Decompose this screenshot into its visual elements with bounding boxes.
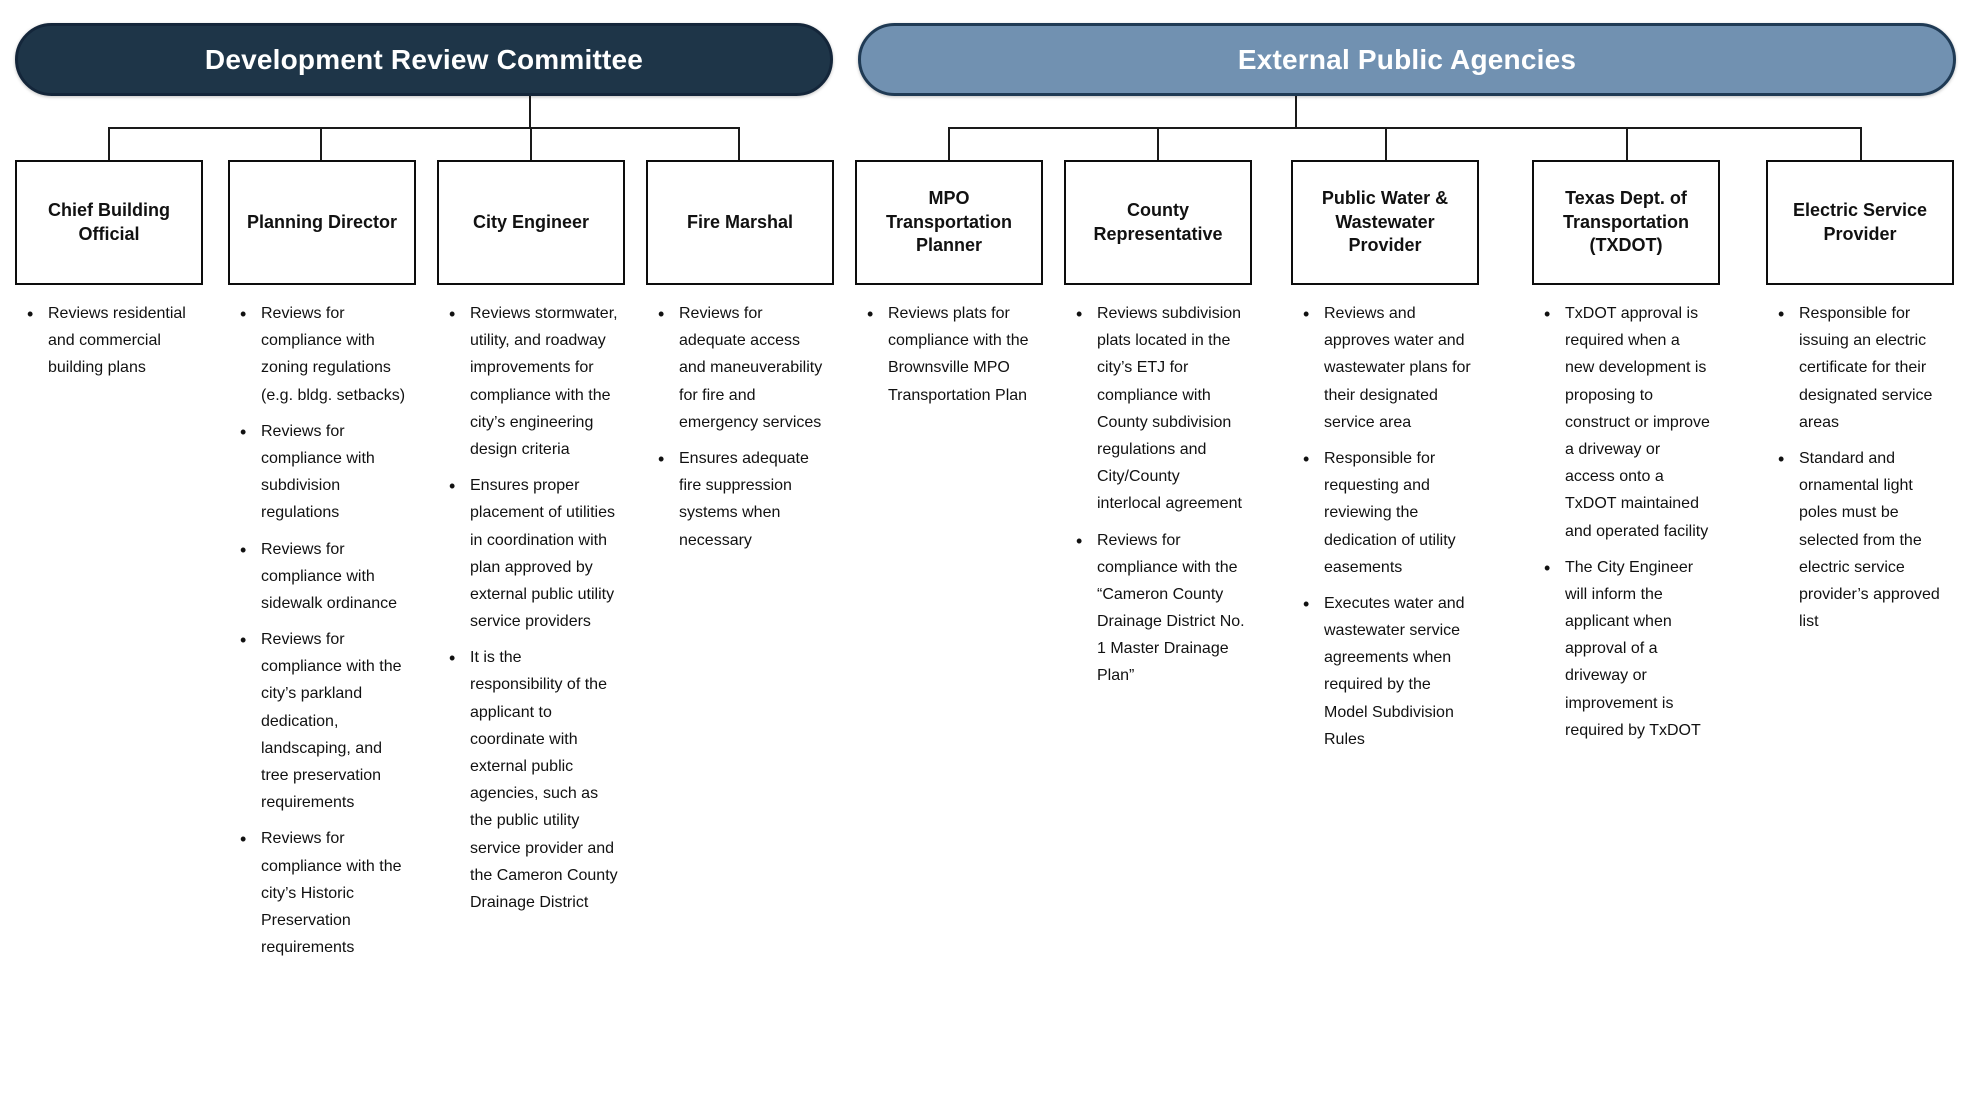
org-box-title: MPO Transportation Planner bbox=[885, 188, 1012, 256]
responsibility-item: • It is the responsibility of the applicant to coordinate with external public agencies, such as the public utility service provider and the Cameron County Drainage District bbox=[437, 644, 625, 916]
responsibility-item: • Executes water and wastewater service agreements when required by the Model Subdivision Rules bbox=[1291, 590, 1479, 753]
responsibility-item: • Reviews for adequate access and maneuverability for fire and emergency services bbox=[646, 300, 834, 436]
connector-line bbox=[108, 127, 110, 160]
responsibility-item: • TxDOT approval is required when a new development is proposing to construct or improve a driveway or access onto a TxDOT maintained and operated facility bbox=[1532, 300, 1720, 545]
responsibility-item: • Standard and ornamental light poles must be selected from the electric service provider’s approved list bbox=[1766, 445, 1954, 635]
group-header-development-review-committee bbox=[15, 23, 833, 96]
connector-line bbox=[738, 127, 740, 160]
responsibilities-list bbox=[15, 300, 203, 382]
connector-line bbox=[529, 96, 531, 128]
org-column-county-representative bbox=[1064, 160, 1252, 699]
org-column-chief-building-official bbox=[15, 160, 203, 391]
responsibility-item: • Responsible for issuing an electric certificate for their designated service areas bbox=[1766, 300, 1954, 436]
org-box-title: Fire Marshal bbox=[686, 211, 794, 232]
responsibilities-list bbox=[437, 300, 625, 916]
org-column-electric-service-provider bbox=[1766, 160, 1954, 644]
org-column-fire-marshal bbox=[646, 160, 834, 563]
org-box-public-water-wastewater-provider bbox=[1291, 160, 1479, 285]
connector-line bbox=[1626, 127, 1628, 160]
responsibility-item: • Reviews for compliance with the “Cameron County Drainage District No. 1 Master Drainage Plan” bbox=[1064, 527, 1252, 690]
responsibility-item: • Responsible for requesting and reviewing the dedication of utility easements bbox=[1291, 445, 1479, 581]
responsibility-item: • Ensures adequate fire suppression systems when necessary bbox=[646, 445, 834, 554]
connector-line bbox=[1295, 96, 1297, 128]
responsibilities-list bbox=[1064, 300, 1252, 690]
org-box-mpo-transportation-planner bbox=[855, 160, 1043, 285]
org-column-planning-director bbox=[228, 160, 416, 970]
responsibility-item: • The City Engineer will inform the applicant when approval of a driveway or improvement is required by TxDOT bbox=[1532, 554, 1720, 744]
org-box-planning-director bbox=[228, 160, 416, 285]
org-box-title: Electric Service Provider bbox=[1792, 200, 1928, 244]
responsibilities-list bbox=[1532, 300, 1720, 744]
org-box-title: County Representative bbox=[1093, 200, 1223, 244]
org-box-title: Planning Director bbox=[246, 211, 398, 232]
connector-line bbox=[530, 127, 532, 160]
responsibility-item: • Reviews stormwater, utility, and roadway improvements for compliance with the city’s engineering design criteria bbox=[437, 300, 625, 463]
responsibility-item: • Reviews for compliance with sidewalk ordinance bbox=[228, 536, 416, 618]
group-header-label: Development Review Committee bbox=[204, 43, 644, 75]
responsibility-item: • Reviews plats for compliance with the Brownsville MPO Transportation Plan bbox=[855, 300, 1043, 409]
responsibilities-list bbox=[1766, 300, 1954, 635]
responsibilities-list bbox=[646, 300, 834, 554]
responsibility-item: • Ensures proper placement of utilities in coordination with plan approved by external public utility service providers bbox=[437, 472, 625, 635]
responsibility-item: • Reviews for compliance with subdivision regulations bbox=[228, 418, 416, 527]
connector-line bbox=[320, 127, 322, 160]
responsibilities-list bbox=[1291, 300, 1479, 753]
responsibility-item: • Reviews subdivision plats located in the city’s ETJ for compliance with County subdivision regulations and City/County interlocal agreement bbox=[1064, 300, 1252, 518]
connector-line bbox=[1860, 127, 1862, 160]
org-box-title: City Engineer bbox=[472, 211, 590, 232]
org-column-city-engineer bbox=[437, 160, 625, 925]
org-box-title: Chief Building Official bbox=[48, 200, 170, 244]
responsibility-item: • Reviews and approves water and wastewater plans for their designated service area bbox=[1291, 300, 1479, 436]
responsibilities-list bbox=[228, 300, 416, 961]
org-column-mpo-transportation-planner bbox=[855, 160, 1043, 418]
org-box-fire-marshal bbox=[646, 160, 834, 285]
connector-line bbox=[948, 127, 950, 160]
org-box-title: Public Water & Wastewater Provider bbox=[1321, 188, 1449, 256]
org-box-city-engineer bbox=[437, 160, 625, 285]
responsibility-item: • Reviews for compliance with the city’s parkland dedication, landscaping, and tree preservation requirements bbox=[228, 626, 416, 816]
responsibility-item: • Reviews for compliance with the city’s Historic Preservation requirements bbox=[228, 825, 416, 961]
org-column-public-water-wastewater-provider bbox=[1291, 160, 1479, 762]
org-box-txdot bbox=[1532, 160, 1720, 285]
connector-line bbox=[1385, 127, 1387, 160]
group-header-external-public-agencies bbox=[858, 23, 1956, 96]
org-box-title: Texas Dept. of Transportation (TXDOT) bbox=[1562, 188, 1689, 256]
responsibilities-list bbox=[855, 300, 1043, 409]
group-header-label: External Public Agencies bbox=[1237, 43, 1577, 75]
org-box-chief-building-official bbox=[15, 160, 203, 285]
org-column-txdot bbox=[1532, 160, 1720, 753]
responsibility-item: • Reviews for compliance with zoning regulations (e.g. bldg. setbacks) bbox=[228, 300, 416, 409]
connector-line bbox=[1157, 127, 1159, 160]
connector-line bbox=[108, 127, 740, 129]
org-box-electric-service-provider bbox=[1766, 160, 1954, 285]
connector-line bbox=[948, 127, 1862, 129]
responsibility-item: • Reviews residential and commercial building plans bbox=[15, 300, 203, 382]
org-box-county-representative bbox=[1064, 160, 1252, 285]
